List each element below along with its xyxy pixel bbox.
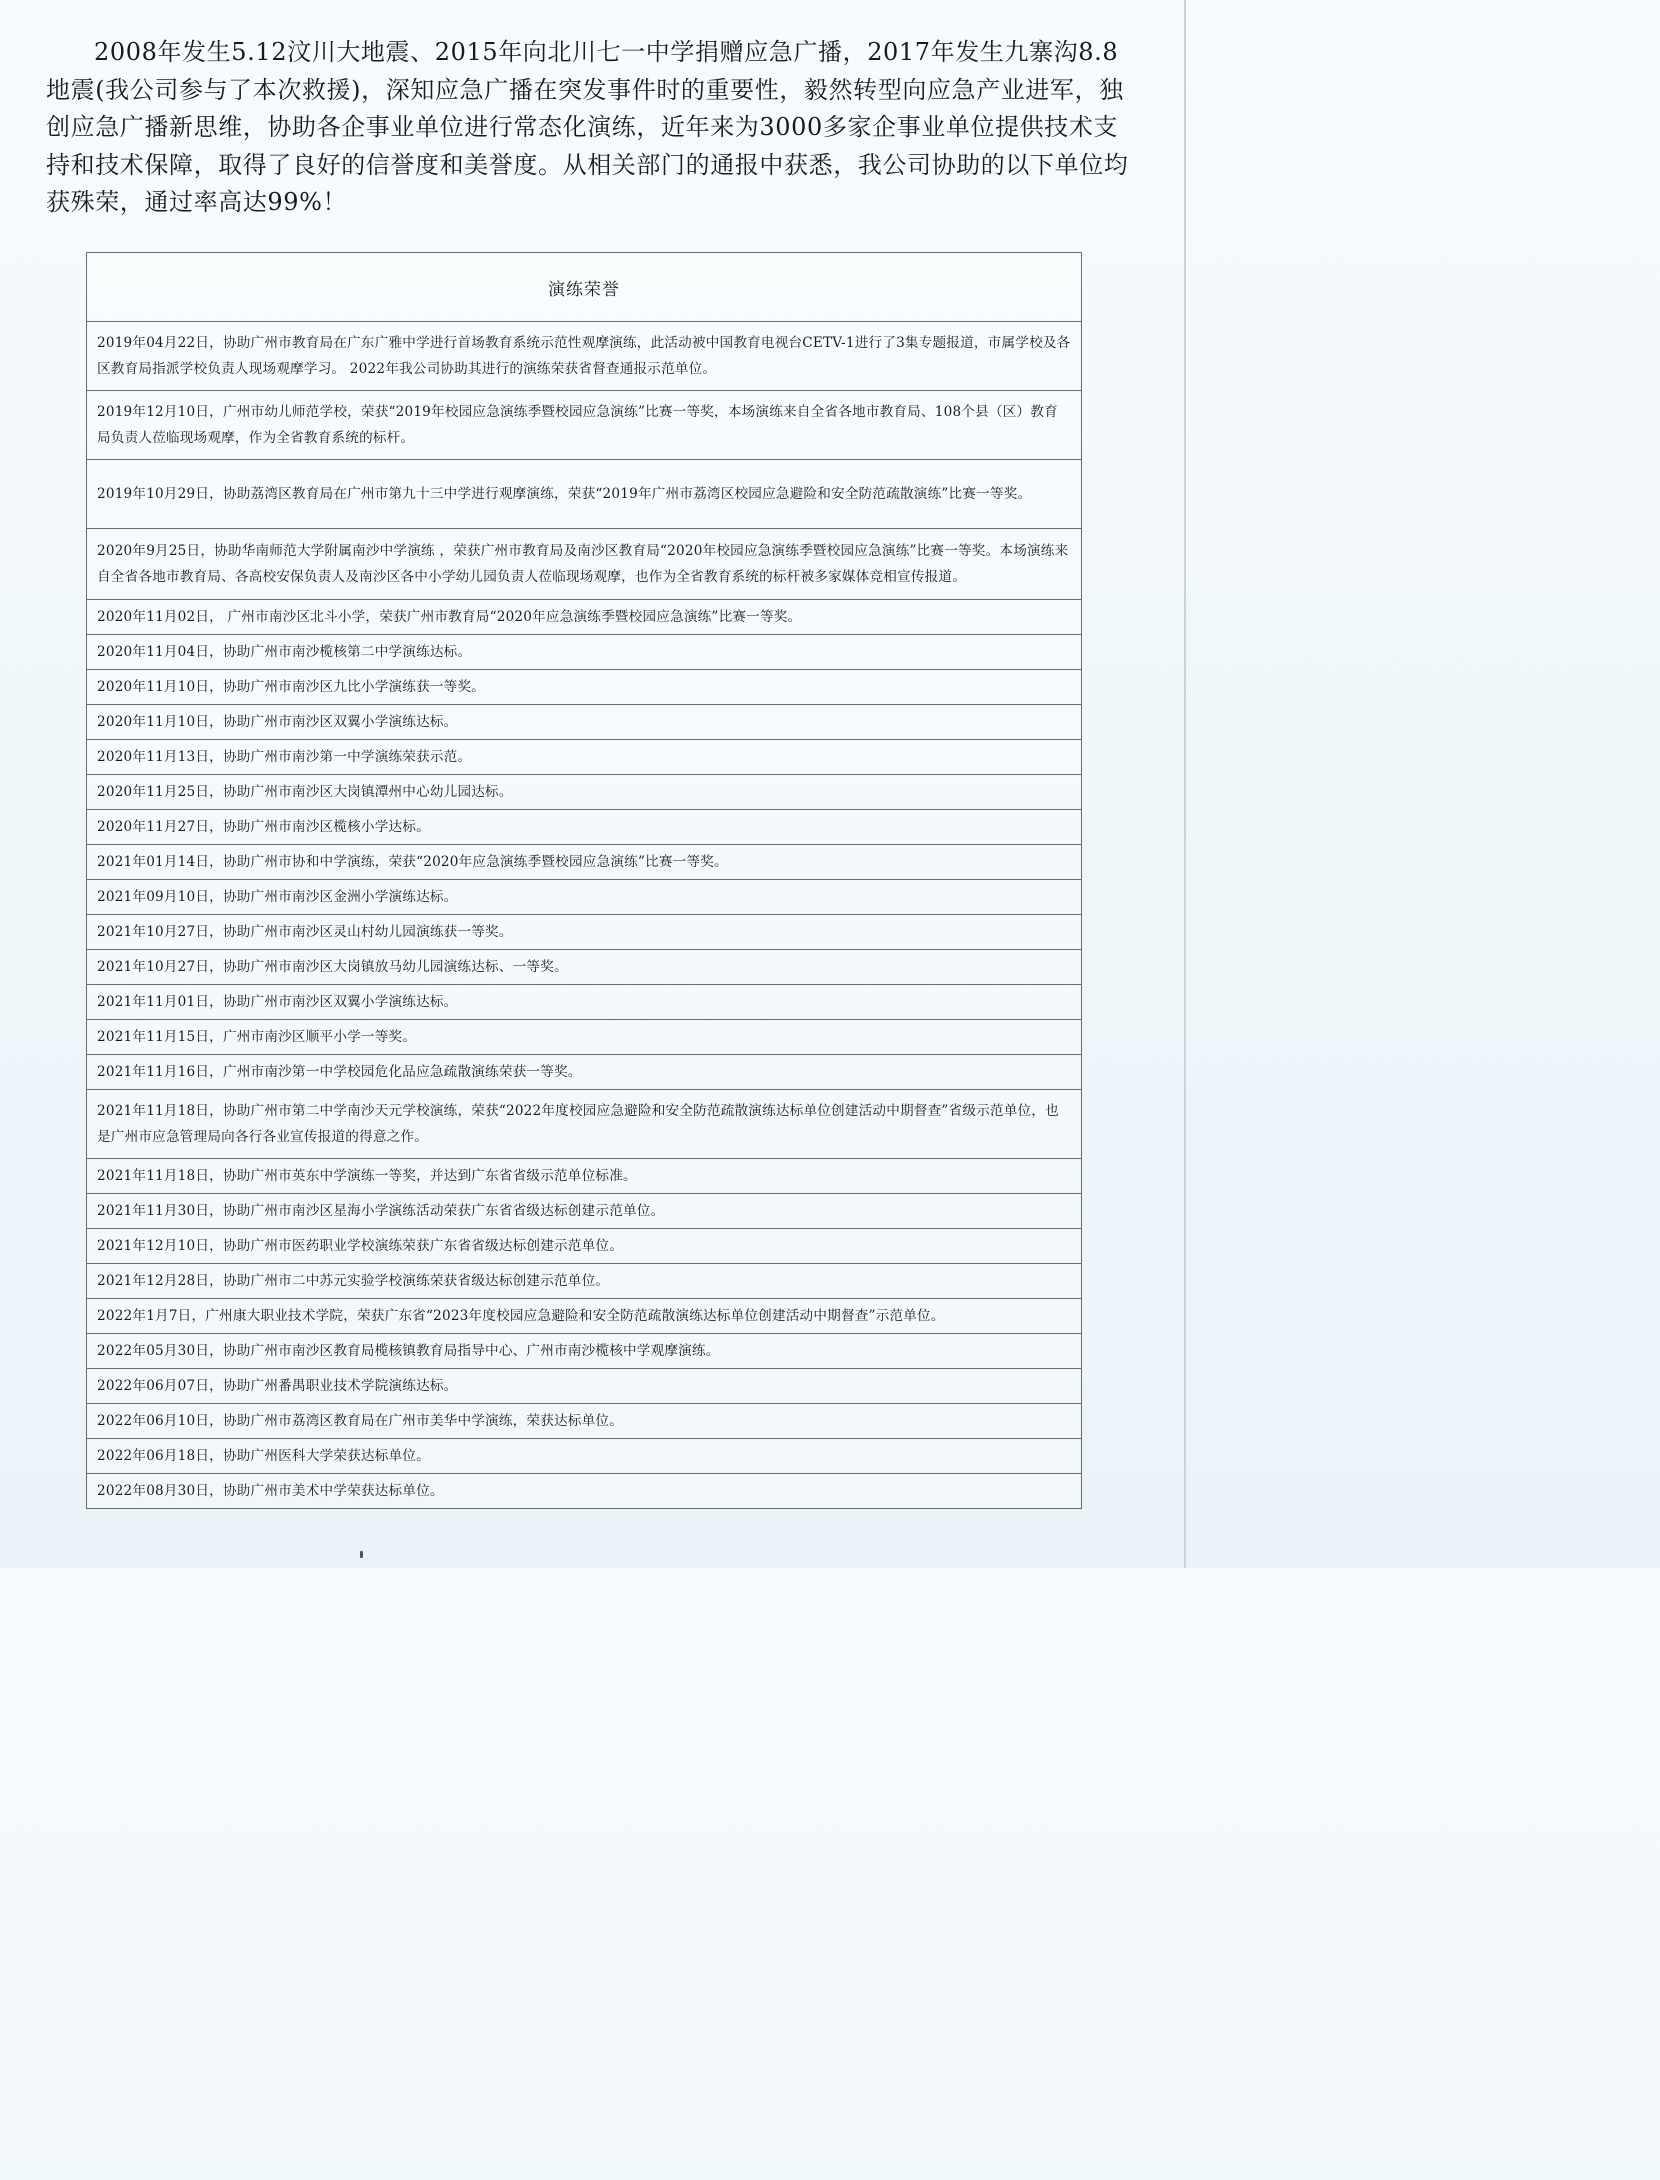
honor-entry: 2019年12月10日，广州市幼儿师范学校，荣获“2019年校园应急演练季暨校园应急演练”比赛一等奖，本场演练来自全省各地市教育局、108个县（区）教育局负责人莅临现场观摩，作为全省教育系统的标杆。 xyxy=(87,391,1082,460)
honor-entry: 2020年11月13日，协助广州市南沙第一中学演练荣获示范。 xyxy=(87,740,1082,775)
table-row xyxy=(87,1229,1082,1264)
table-header: 演练荣誉 xyxy=(87,253,1082,322)
honor-entry: 2021年11月01日，协助广州市南沙区双翼小学演练达标。 xyxy=(87,985,1082,1020)
honor-entry: 2021年09月10日，协助广州市南沙区金洲小学演练达标。 xyxy=(87,880,1082,915)
honor-entry: 2020年11月10日，协助广州市南沙区九比小学演练获一等奖。 xyxy=(87,670,1082,705)
table-row xyxy=(87,1264,1082,1299)
scan-mark xyxy=(360,1551,363,1558)
honor-entry: 2021年12月28日，协助广州市二中苏元实验学校演练荣获省级达标创建示范单位。 xyxy=(87,1264,1082,1299)
honor-entry: 2019年04月22日，协助广州市教育局在广东广雅中学进行首场教育系统示范性观摩演练，此活动被中国教育电视台CETV-1进行了3集专题报道，市属学校及各区教育局指派学校负责人现场观摩学习。 2022年我公司协助其进行的演练荣获省督查通报示范单位。 xyxy=(87,322,1082,391)
table-header-row xyxy=(87,253,1082,322)
honor-entry: 2021年10月27日，协助广州市南沙区灵山村幼儿园演练获一等奖。 xyxy=(87,915,1082,950)
honor-entry: 2022年06月10日，协助广州市荔湾区教育局在广州市美华中学演练，荣获达标单位。 xyxy=(87,1404,1082,1439)
table-row xyxy=(87,1369,1082,1404)
table-row xyxy=(87,775,1082,810)
table-row xyxy=(87,880,1082,915)
table-row xyxy=(87,950,1082,985)
intro-paragraph: 2008年发生5.12汶川大地震、2015年向北川七一中学捐赠应急广播，2017年发生九寨沟8.8地震(我公司参与了本次救援)，深知应急广播在突发事件时的重要性，毅然转型向应急产业进军，独创应急广播新思维，协助各企事业单位进行常态化演练，近年来为3000多家企事业单位提供技术支持和技术保障，取得了良好的信誉度和美誉度。从相关部门的通报中获悉，我公司协助的以下单位均获殊荣，通过率高达99%！ xyxy=(46,38,1129,216)
honor-entry: 2021年11月30日，协助广州市南沙区星海小学演练活动荣获广东省省级达标创建示范单位。 xyxy=(87,1194,1082,1229)
honor-entry: 2020年11月02日， 广州市南沙区北斗小学，荣获广州市教育局“2020年应急演练季暨校园应急演练”比赛一等奖。 xyxy=(87,600,1082,635)
honor-entry: 2020年11月27日，协助广州市南沙区榄核小学达标。 xyxy=(87,810,1082,845)
honor-entry: 2021年11月15日，广州市南沙区顺平小学一等奖。 xyxy=(87,1020,1082,1055)
honor-entry: 2022年06月07日，协助广州番禺职业技术学院演练达标。 xyxy=(87,1369,1082,1404)
table-row xyxy=(87,635,1082,670)
honor-entry: 2019年10月29日，协助荔湾区教育局在广州市第九十三中学进行观摩演练，荣获“2019年广州市荔湾区校园应急避险和安全防范疏散演练”比赛一等奖。 xyxy=(87,460,1082,529)
honor-entry: 2022年08月30日，协助广州市美术中学荣获达标单位。 xyxy=(87,1474,1082,1509)
table-body xyxy=(87,322,1082,1509)
table-row xyxy=(87,1404,1082,1439)
table-row xyxy=(87,1474,1082,1509)
table-row xyxy=(87,600,1082,635)
table-row xyxy=(87,740,1082,775)
table-row xyxy=(87,845,1082,880)
honor-entry: 2022年06月18日，协助广州医科大学荣获达标单位。 xyxy=(87,1439,1082,1474)
table-row xyxy=(87,1159,1082,1194)
table-row xyxy=(87,985,1082,1020)
honor-entry: 2021年11月18日，协助广州市英东中学演练一等奖，并达到广东省省级示范单位标准。 xyxy=(87,1159,1082,1194)
table-row xyxy=(87,705,1082,740)
honor-entry: 2020年11月25日，协助广州市南沙区大岗镇潭州中心幼儿园达标。 xyxy=(87,775,1082,810)
table-row xyxy=(87,1055,1082,1090)
table-row xyxy=(87,1334,1082,1369)
table-row xyxy=(87,810,1082,845)
honor-entry: 2021年10月27日，协助广州市南沙区大岗镇放马幼儿园演练达标、一等奖。 xyxy=(87,950,1082,985)
table-row xyxy=(87,460,1082,529)
honor-entry: 2021年11月18日，协助广州市第二中学南沙天元学校演练，荣获“2022年度校园应急避险和安全防范疏散演练达标单位创建活动中期督查”省级示范单位，也是广州市应急管理局向各行各业宣传报道的得意之作。 xyxy=(87,1090,1082,1159)
table-row xyxy=(87,529,1082,600)
table-row xyxy=(87,1194,1082,1229)
table-row xyxy=(87,391,1082,460)
table-row xyxy=(87,1090,1082,1159)
honors-table xyxy=(86,252,1082,1509)
table-row xyxy=(87,915,1082,950)
honor-entry: 2022年1月7日，广州康大职业技术学院，荣获广东省“2023年度校园应急避险和安全防范疏散演练达标单位创建活动中期督查”示范单位。 xyxy=(87,1299,1082,1334)
table-row xyxy=(87,1299,1082,1334)
table-row xyxy=(87,322,1082,391)
honor-entry: 2022年05月30日，协助广州市南沙区教育局榄核镇教育局指导中心、广州市南沙榄核中学观摩演练。 xyxy=(87,1334,1082,1369)
honor-entry: 2021年12月10日，协助广州市医药职业学校演练荣获广东省省级达标创建示范单位。 xyxy=(87,1229,1082,1264)
table-row xyxy=(87,670,1082,705)
honor-entry: 2021年01月14日，协助广州市协和中学演练，荣获“2020年应急演练季暨校园应急演练”比赛一等奖。 xyxy=(87,845,1082,880)
honor-entry: 2021年11月16日，广州市南沙第一中学校园危化品应急疏散演练荣获一等奖。 xyxy=(87,1055,1082,1090)
table-row xyxy=(87,1439,1082,1474)
honor-entry: 2020年11月04日，协助广州市南沙榄核第二中学演练达标。 xyxy=(87,635,1082,670)
page-edge-line xyxy=(1184,0,1186,1568)
honor-entry: 2020年9月25日，协助华南师范大学附属南沙中学演练 ，荣获广州市教育局及南沙区教育局“2020年校园应急演练季暨校园应急演练”比赛一等奖。本场演练来自全省各地市教育局、各高校安保负责人及南沙区各中小学幼儿园负责人莅临现场观摩，也作为全省教育系统的标杆被多家媒体竞相宣传报道。 xyxy=(87,529,1082,600)
honor-entry: 2020年11月10日，协助广州市南沙区双翼小学演练达标。 xyxy=(87,705,1082,740)
table-row xyxy=(87,1020,1082,1055)
